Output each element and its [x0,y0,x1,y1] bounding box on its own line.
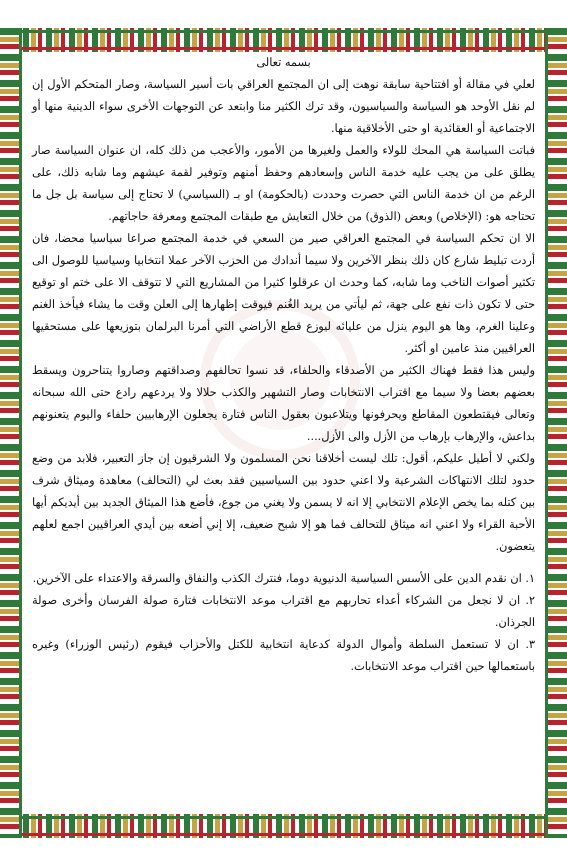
decorative-border-right [545,28,567,838]
paragraph-2: فباتت السياسة هي المحك للولاء والعمل ولغيرها من الأمور، والأعجب من ذلك كله، ان عنوان السياسة صار يطلق على من يجب عليه خدمة الناس وإسعادهم وحفظ أمنهم وتوفير لقمة عيشهم وما شابه ذلك، على الرغم من ان خدمة الناس التي حصرت وحددت (بالحكومة) او بـ (السياسي) لا تحتاج إلى سياسة بل جل ما تحتاجه هو: (الإخلاص) وبعض (الذوق) من خلال التعايش مع طبقات المجتمع ومعرفة حاجاتهم. [32,144,535,223]
list-item: ١. ان نقدم الدين على الأسس السياسية الدنيوية دوما، فنترك الكذب والنفاق والسرقة والاعتداء على الآخرين. [32,572,535,585]
charter-list [32,568,535,678]
list-item: ٢. ان لا نجعل من الشركاء أعداء تحاربهم مع اقتراب موعد الانتخابات فتارة صولة الفرسان وأخرى صولة الجرذان. [32,594,535,629]
paragraph-1: لعلي في مقالة أو افتتاحية سابقة نوهت إلى ان المجتمع العراقي بات أسير السياسة، وصار المتحكم الأول إن لم نقل الأوحد هو السياسة والسياسيون، وقد ترك الكثير منا وابتعد عن التوجهات الأخرى سواء الدينية منها أو الاجتماعية أو العقائدية او حتى الأخلاقية منها. [32,78,535,135]
decorative-border-left [0,28,22,838]
bismillah-heading: بسمه تعالى [256,56,311,69]
decorative-border-top [0,28,567,52]
paragraph-4: وليس هذا فقط فهناك الكثير من الأصدقاء والحلفاء، قد نسوا تحالفهم وصداقتهم وصاروا يتناحرون ويسقط بعضهم بعضا ولا سيما مع اقتراب الانتخابات وصار التشهير والكذب حلالا ولا يردعهم رادع حتى الله سبحانه وتعالى فيقتطعون المقاطع ويحرفونها ويتلاعبون بعقول الناس فتارة يجعلون الإرهابيين حلفاء واليوم يتعنونهم بداعش، والإرهاب بإرهاب من الأزل والى الأزل.... [32,364,535,443]
paragraph-3: الا ان تحكم السياسة في المجتمع العراقي صير من السعي في خدمة المجتمع صراعا سياسيا محضا، فان أردت تبليط شارع كان ذلك بنظر الآخرين ولا سيما أندادك من الحزب الآخر عملا انتخابيا وسياسيا للوصول الى تكثير أصوات الناخب وما شابه، كما وحدث ان عرقلوا كثيرا من المشاريع التي لا تتوقف الا على ختم او توقيع حتى لا تكون ذات نفع على جهة، ثم ليأتي من يريد الغُنم فيوقت إظهارها إلى العلن وقت ما يشاء فيأخذ الغنم وعلينا الغرم، وها هو اليوم ينزل من عليائه ليوزع قطع الأراضي التي أمرنا البرلمان بتوزيعها على مستحقيها العراقيين منذ عامين او أكثر. [32,232,535,355]
list-item: ٣. ان لا تستعمل السلطة وأموال الدولة كدعاية انتخابية للكتل والأحزاب فيقوم (رئيس الوزراء) وغيره باستعمالها حين اقتراب موعد الانتخابات. [32,638,535,673]
document-body [32,52,535,812]
decorative-border-bottom [0,814,567,838]
paragraph-5: ولكني لا أطيل عليكم، أقول: تلك ليست أخلاقنا نحن المسلمون ولا الشرقيون إن جاز التعبير، فلابد من وضع حدود لتلك الانتهاكات الشرعية ولا اعني حدود بين السياسيين فقد بعث لي (التحالف) معاهدة وميثاق شرف بين كتله بما يخص الإعلام الانتخابي إلا انه لا يسمن ولا يغني من جوع، فأضع هذا الميثاق الجديد بين أيديكم أيها الأحبة القراء ولا اعني انه ميثاق للتحالف فما هو إلا شبح ضعيف، إلا إني أضعه بين أيدي العراقيين اجمع لعلهم يتعضون. [32,452,535,553]
